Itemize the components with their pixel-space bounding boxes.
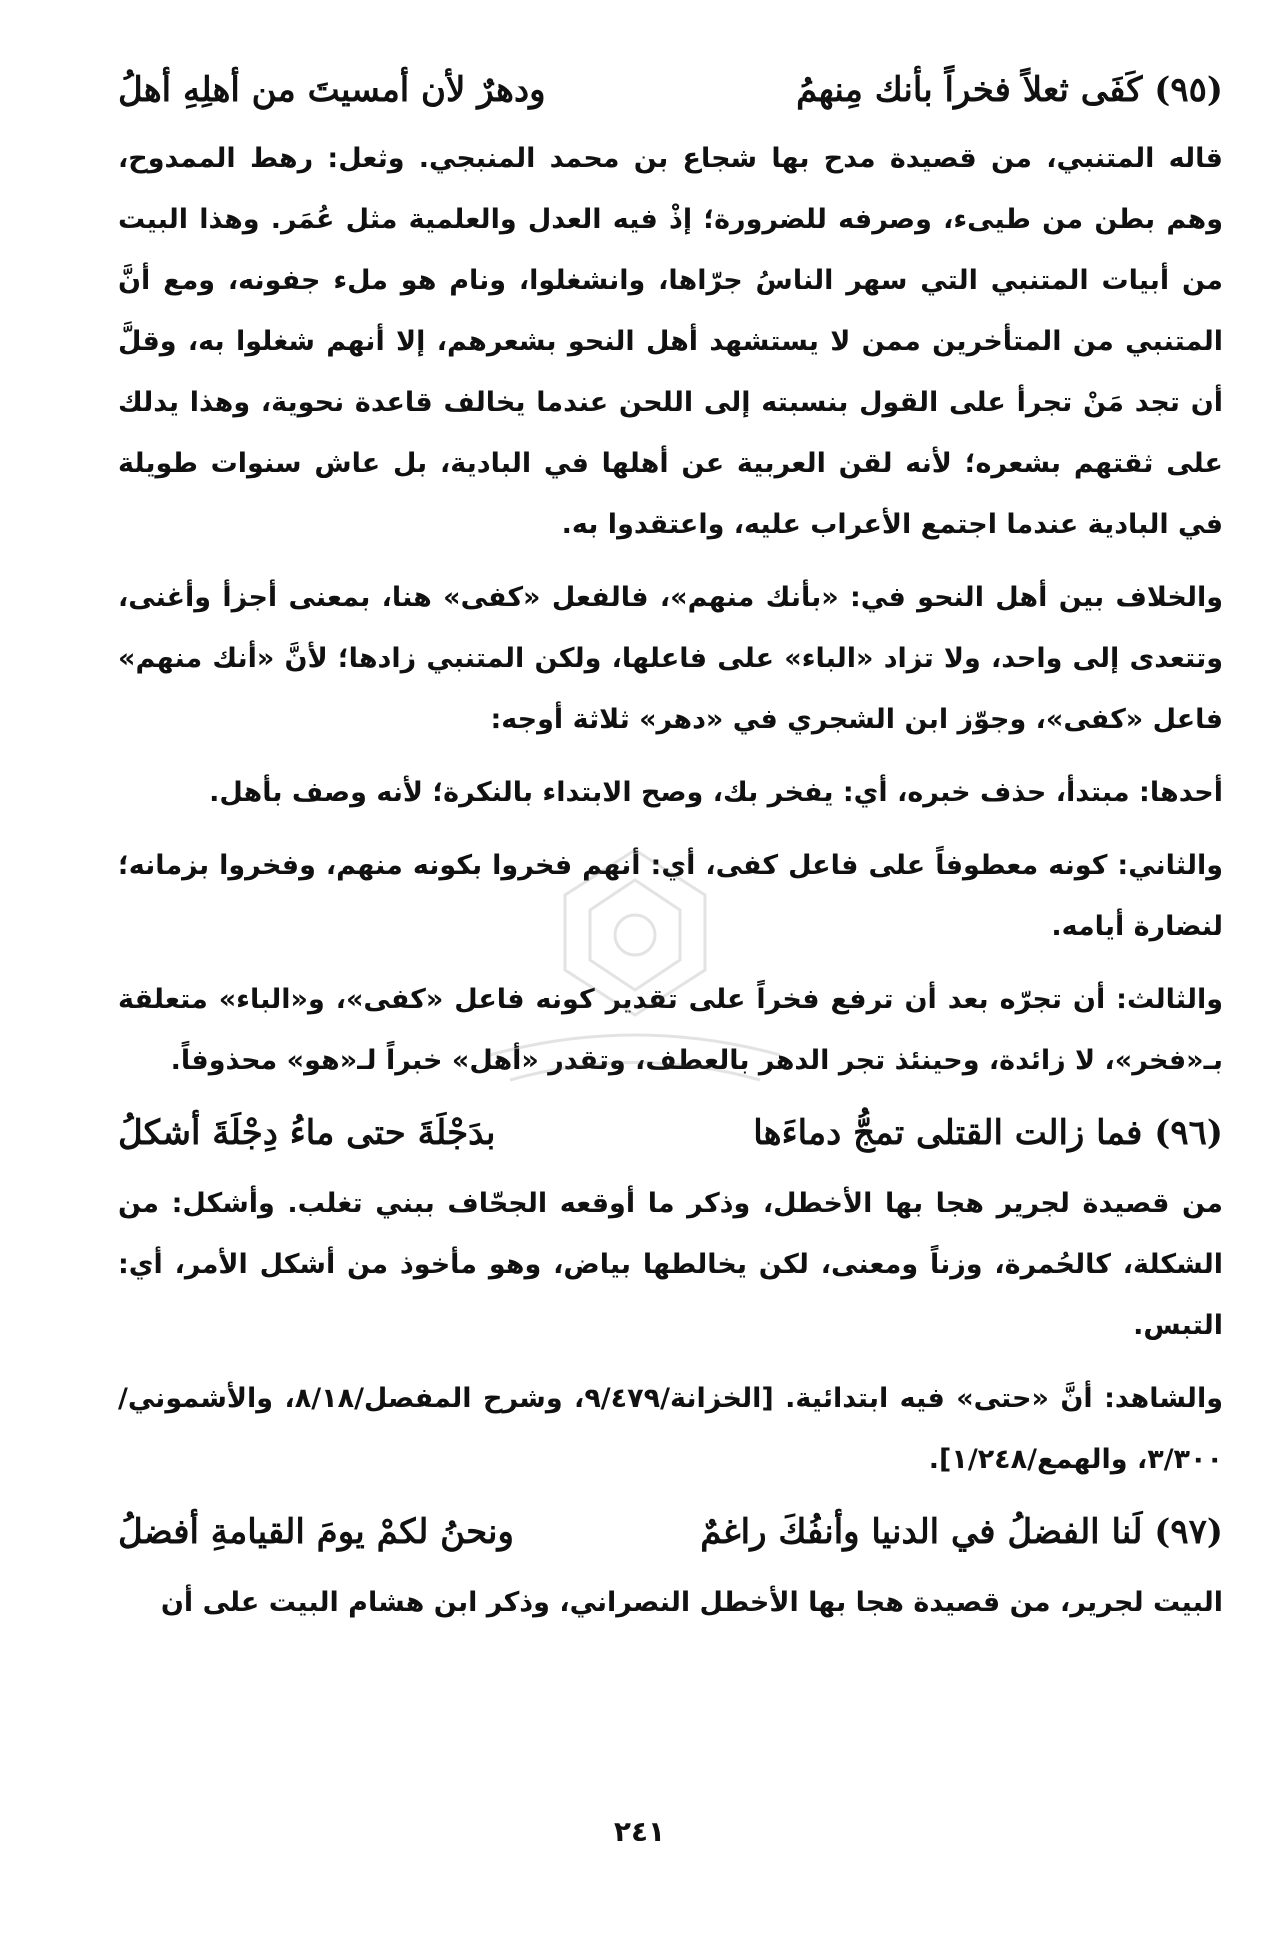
citation-paragraph: والشاهد: أنَّ «حتى» فيه ابتدائية. [الخزانة/٩/٤٧٩، وشرح المفصل/٨/١٨، والأشموني/٣/٣٠٠، والهمع/١/٢٤٨]. xyxy=(118,1383,1223,1475)
verse-97 xyxy=(118,1502,1223,1562)
verse-hemistich-first: (٩٥) كَفَى ثعلاً فخراً بأنك مِنهمُ xyxy=(796,70,1223,110)
book-page xyxy=(118,60,1223,1645)
verse-95 xyxy=(118,60,1223,120)
commentary-paragraph: والخلاف بين أهل النحو في: «بأنك منهم»، فالفعل «كفى» هنا، بمعنى أجزأ وأغنى، وتتعدى إلى واحد، ولا تزاد «الباء» على فاعلها، ولكن المتنبي زادها؛ لأنَّ «أنك منهم» فاعل «كفى»، وجوّز ابن الشجري في «دهر» ثلاثة أوجه: xyxy=(118,582,1223,735)
verse-hemistich-second: بدَجْلَةَ حتى ماءُ دِجْلَةَ أشكلُ xyxy=(118,1113,496,1153)
verse-96 xyxy=(118,1103,1223,1163)
page-number: ٢٤١ xyxy=(613,1815,666,1848)
commentary-paragraph: والثالث: أن تجرّه بعد أن ترفع فخراً على تقدير كونه فاعل «كفى»، و«الباء» متعلقة بـ«فخر»، لا زائدة، وحينئذ تجر الدهر بالعطف، وتقدر «أهل» خبراً لـ«هو» محذوفاً. xyxy=(118,984,1223,1076)
verse-hemistich-first: (٩٦) فما زالت القتلى تمجُّ دماءَها xyxy=(753,1113,1223,1153)
commentary-paragraph: من قصيدة لجرير هجا بها الأخطل، وذكر ما أوقعه الجحّاف ببني تغلب. وأشكل: من الشكلة، كالحُمرة، وزناً ومعنى، لكن يخالطها بياض، وهو مأخوذ من أشكل الأمر، أي: التبس. xyxy=(118,1188,1223,1341)
verse-hemistich-first: (٩٧) لَنا الفضلُ في الدنيا وأنفُكَ راغمٌ xyxy=(700,1512,1223,1552)
commentary-paragraph: قاله المتنبي، من قصيدة مدح بها شجاع بن محمد المنبجي. وثعل: رهط الممدوح، وهم بطن من طيىء، وصرفه للضرورة؛ إذْ فيه العدل والعلمية مثل عُمَر. وهذا البيت من أبيات المتنبي التي سهر الناسُ جرّاها، وانشغلوا، ونام هو ملء جفونه، ومع أنَّ المتنبي من المتأخرين ممن لا يستشهد أهل النحو بشعرهم، إلا أنهم شغلوا به، وقلَّ أن تجد مَنْ تجرأ على القول بنسبته إلى اللحن عندما يخالف قاعدة نحوية، وهذا يدلك على ثقتهم بشعره؛ لأنه لقن العربية عن أهلها في البادية، بل عاش سنوات طويلة في البادية عندما اجتمع الأعراب عليه، واعتقدوا به. xyxy=(118,143,1223,540)
commentary-paragraph: أحدها: مبتدأ، حذف خبره، أي: يفخر بك، وصح الابتداء بالنكرة؛ لأنه وصف بأهل. xyxy=(209,777,1223,808)
commentary-paragraph: والثاني: كونه معطوفاً على فاعل كفى، أي: أنهم فخروا بكونه منهم، وفخروا بزمانه؛ لنضارة أيامه. xyxy=(118,850,1223,942)
commentary-paragraph: البيت لجرير، من قصيدة هجا بها الأخطل النصراني، وذكر ابن هشام البيت على أن xyxy=(160,1587,1223,1618)
verse-hemistich-second: ونحنُ لكمْ يومَ القيامةِ أفضلُ xyxy=(118,1512,514,1552)
verse-hemistich-second: ودهرٌ لأن أمسيتَ من أهلِهِ أهلُ xyxy=(118,70,546,110)
